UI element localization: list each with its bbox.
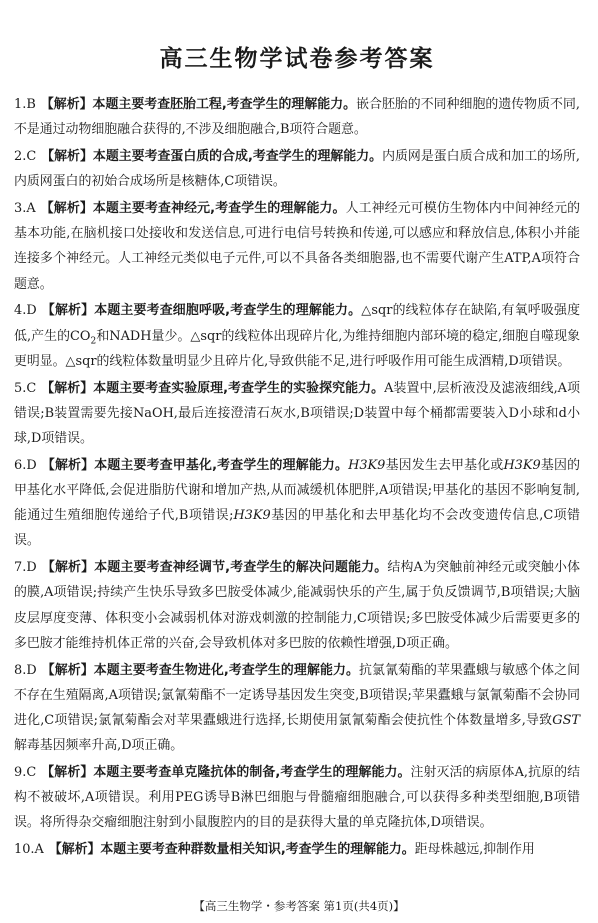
analysis-body: 人工神经元可模仿生物体内中间神经元的基本功能,在脑机接口处接收和发送信息,可进行电信号转换和传递,可以感应和释放信息,体积小并能连接多个神经元。人工神经元类似电子元件,可以不具备各类细胞器,也不需要代谢产生ATP,A项符合题意。: [14, 201, 581, 292]
answer-choice: D: [26, 303, 37, 319]
answer-number: 2.: [14, 149, 27, 164]
answer-number: 1.: [14, 97, 27, 112]
analysis-tag: 【解析】本题主要考查蛋白质的合成,考查学生的理解能力。: [41, 149, 383, 164]
analysis-body-part: △sqr的线粒体存在缺陷,有氧呼吸强度低,产生的CO: [14, 303, 580, 344]
answer-4: [14, 298, 580, 374]
answer-choice: C: [26, 380, 37, 396]
answer-choice: A: [26, 201, 36, 216]
answer-3: [14, 196, 580, 297]
analysis-body: 结构A为突触前神经元或突触小体的膜,A项错误;持续产生快乐导致多巴胺受体减少,能减弱快乐的产生,属于负反馈调节,B项错误;大脑皮层厚度变薄、体积变小会减弱机体对游戏刺激的控制能力,C项错误;多巴胺受体减少后需要更多的多巴胺才能维持机体正常的兴奋,会导致机体对多巴胺的依赖性增强,D项正确。: [14, 560, 580, 651]
analysis-tag: 【解析】本题主要考查种群数量相关知识,考查学生的理解能力。: [48, 842, 415, 858]
answer-8: [14, 658, 580, 759]
page-title: 高三生物学试卷参考答案: [159, 46, 435, 72]
answer-choice: C: [26, 765, 37, 781]
answer-6: [14, 453, 580, 554]
answer-5: [14, 376, 580, 452]
answer-number: 5.: [14, 380, 27, 396]
answer-number: 7.: [14, 560, 27, 576]
analysis-body: 距母株越远,抑制作用: [414, 842, 535, 858]
analysis-tag: 【解析】本题主要考查神经调节,考查学生的解决问题能力。: [41, 560, 388, 576]
answer-7: [14, 555, 580, 656]
subscript-2: 2: [90, 336, 97, 347]
gene-name: H3K9: [503, 457, 541, 473]
analysis-tag: 【解析】本题主要考查单克隆抗体的制备,考查学生的理解能力。: [41, 765, 411, 781]
answer-number: 10.: [14, 842, 35, 858]
analysis-body-part: 基因的甲基化水平降低,会促进脂肪代谢和增加产热,从而减缓机体肥胖,A项错误;甲基化的基因不影响复制,能通过生殖细胞传递给子代,B项错误;: [14, 457, 580, 524]
analysis-tag: 【解析】本题主要考查神经元,考查学生的理解能力。: [40, 201, 346, 216]
answer-number: 9.: [14, 765, 27, 781]
answer-number: 3.: [14, 201, 27, 216]
page-footer: 【高三生物学・参考答案 第1页(共4页)】: [193, 899, 405, 913]
answer-choice: B: [26, 97, 36, 112]
analysis-tag: 【解析】本题主要考查胚胎工程,考查学生的理解能力。: [40, 97, 357, 112]
answer-number: 8.: [14, 662, 27, 678]
answer-number: 6.: [14, 457, 27, 473]
answer-10: [14, 837, 580, 862]
gene-name: GST: [552, 713, 580, 729]
gene-name: H3K9: [233, 508, 271, 524]
answer-9: [14, 760, 580, 836]
analysis-body-part: 抗氯氰菊酯的苹果蠹蛾与敏感个体之间不存在生殖隔离,A项错误;氯氰菊酯不一定诱导基因发生突变,B项错误;苹果蠹蛾与氯氰菊酯不会协同进化,C项错误;氯氰菊酯会对苹果蠹蛾进行选择,长期使用氯氰菊酯会使抗性个体数量增多,导致: [14, 662, 580, 729]
analysis-body: 内质网是蛋白质合成和加工的场所,内质网蛋白的初始合成场所是核糖体,C项错误。: [14, 149, 580, 190]
answer-2: [14, 144, 580, 194]
analysis-body-part: 基因的甲基化和去甲基化均不会改变遗传信息,C项错误。: [14, 508, 580, 549]
answer-choice: A: [34, 842, 44, 858]
analysis-body: 嵌合胚胎的不同种细胞的遗传物质不同,不是通过动物细胞融合获得的,不涉及细胞融合,B项符合题意。: [14, 97, 580, 138]
analysis-tag: 【解析】本题主要考查甲基化,考查学生的理解能力。: [41, 457, 349, 473]
analysis-body-part: 和NADH量少。△sqr的线粒体出现碎片化,为维持细胞内部环境的稳定,细胞自噬现象更明显。△sqr的线粒体数量明显少且碎片化,导致供能不足,进行呼吸作用可能生成酒精,D项错误。: [14, 328, 580, 369]
answer-choice: D: [26, 560, 37, 576]
answer-choice: D: [26, 457, 37, 473]
analysis-tag: 【解析】本题主要考查细胞呼吸,考查学生的理解能力。: [41, 303, 362, 319]
answer-choice: C: [26, 149, 37, 164]
analysis-tag: 【解析】本题主要考查生物进化,考查学生的理解能力。: [41, 662, 359, 678]
gene-name: H3K9: [348, 457, 386, 473]
analysis-body-part: 解毒基因频率升高,D项正确。: [14, 738, 184, 754]
analysis-tag: 【解析】本题主要考查实验原理,考查学生的实验探究能力。: [41, 380, 385, 396]
answer-number: 4.: [14, 303, 27, 319]
answer-1: [14, 92, 580, 142]
analysis-body-part: 基因发生去甲基化或: [385, 457, 504, 473]
answer-choice: D: [26, 662, 37, 678]
analysis-body: 注射灭活的病原体A,抗原的结构不被破坏,A项错误。利用PEG诱导B淋巴细胞与骨髓瘤细胞融合,可以获得多种类型细胞,B项错误。将所得杂交瘤细胞注射到小鼠腹腔内的目的是获得大量的单克隆抗体,D项错误。: [14, 765, 581, 831]
analysis-body: A装置中,层析液没及滤液细线,A项错误;B装置需要先接NaOH,最后连接澄清石灰水,B项错误;D装置中每个桶都需要装入D小球和d小球,D项错误。: [14, 380, 580, 447]
